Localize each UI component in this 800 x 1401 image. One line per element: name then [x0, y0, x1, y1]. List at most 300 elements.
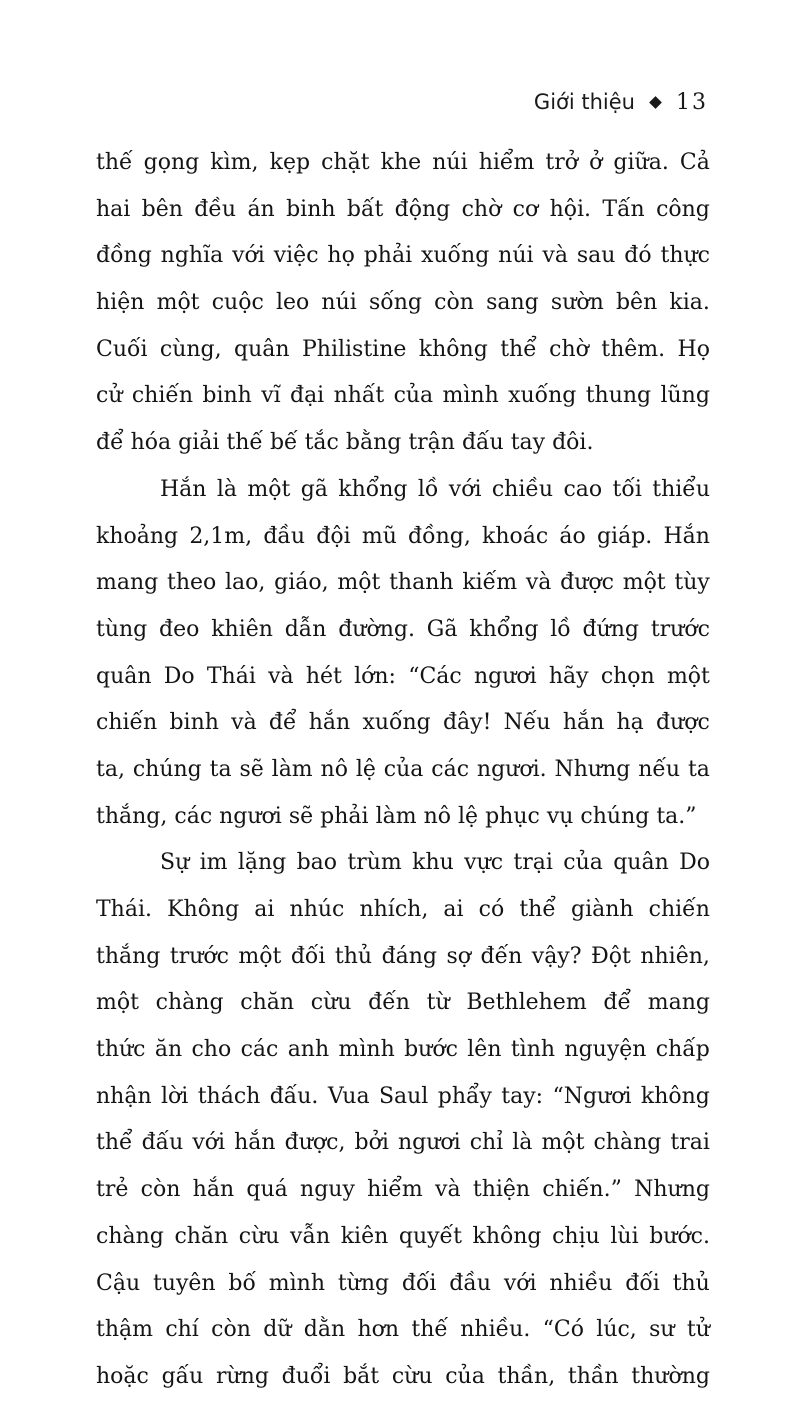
word: ở [589, 150, 603, 175]
word: đấu [461, 430, 511, 456]
word: lũng [660, 383, 710, 409]
word: nhiều. [460, 1317, 531, 1343]
word: nhất [333, 383, 385, 409]
word: thế [226, 430, 270, 456]
word: chịu [552, 1223, 600, 1249]
section-title: Giới thiệu [533, 90, 635, 114]
word: thần, [497, 1363, 556, 1389]
word: quân [613, 850, 669, 876]
word: trở [545, 150, 579, 175]
word: đồng, [408, 523, 471, 549]
text-line [96, 1074, 710, 1121]
word: áo [559, 523, 586, 549]
word: bước. [649, 1223, 710, 1249]
word: là [216, 476, 238, 502]
word: sẽ [288, 803, 321, 829]
word: động [394, 196, 451, 222]
word: các [240, 1037, 279, 1063]
word: đó [624, 243, 652, 269]
word: Họ [677, 336, 710, 362]
word: cao [563, 476, 603, 502]
word: chỉ [469, 1130, 504, 1156]
word: binh [202, 383, 252, 409]
word: Thái. [96, 897, 152, 922]
word: vĩ [261, 383, 281, 409]
word: mang [96, 570, 159, 596]
word: còn [140, 1177, 181, 1203]
word: hắn [562, 710, 605, 736]
word: thế [96, 150, 133, 175]
word: thế [411, 1317, 448, 1343]
word: làm [271, 756, 313, 782]
word: thể [500, 336, 537, 362]
word: cuộc [211, 290, 264, 316]
word: rừng [216, 1363, 269, 1389]
text-line [96, 233, 710, 280]
word: tắc [304, 430, 346, 456]
word: thiểu [652, 476, 710, 502]
text-line [96, 140, 710, 187]
word: với [503, 1270, 537, 1296]
word: dẫn [284, 616, 327, 642]
word: Hắn [160, 476, 207, 502]
text-line [96, 840, 710, 887]
word: nhiên, [640, 943, 710, 969]
word: hơn [357, 1317, 400, 1343]
word: lặng [237, 850, 287, 876]
word: và [525, 570, 552, 596]
word: kẹp [269, 150, 311, 175]
word: Do [163, 663, 195, 689]
word: Do [679, 850, 710, 876]
word: ai [443, 897, 464, 922]
word: thể [96, 1130, 133, 1156]
word: đôi. [552, 430, 594, 456]
word: tử [686, 1317, 710, 1343]
word: đối [625, 1270, 660, 1296]
word: hóa [130, 430, 179, 456]
word: thanh [389, 570, 454, 596]
word: của [393, 383, 434, 409]
word: đội [316, 523, 351, 549]
word: anh [287, 1037, 330, 1063]
word: sợ [446, 943, 472, 969]
word: với [448, 476, 482, 502]
body-text [96, 140, 710, 1401]
word: và [435, 1177, 461, 1203]
word: thần [567, 1363, 619, 1389]
word: chiến [96, 710, 158, 736]
word: xuống [508, 383, 577, 409]
word: nhúc [289, 897, 345, 922]
word: bước [404, 1037, 458, 1063]
word: một [96, 990, 139, 1016]
word: trại [513, 850, 553, 876]
word: của [445, 1363, 485, 1389]
word: khoảng [96, 523, 179, 549]
running-header [534, 84, 708, 120]
word: thêm. [601, 336, 666, 362]
word: cừu [310, 990, 352, 1016]
word: khổng [338, 476, 408, 502]
word: tay [510, 430, 553, 456]
word: chiến [648, 897, 710, 922]
word: lớn: [354, 663, 396, 689]
word: dằn [303, 1317, 346, 1343]
word: chấp [655, 1037, 710, 1063]
word: từ [426, 990, 450, 1016]
word: một [337, 570, 381, 596]
word: Cả [679, 150, 710, 175]
word: cơ [512, 196, 539, 222]
word: bởi [354, 1130, 389, 1156]
text-line [96, 747, 710, 794]
word: một [666, 663, 710, 689]
word: đồng [96, 243, 152, 269]
word: đầu [263, 523, 306, 549]
text-line [96, 1167, 710, 1214]
word: hiểm [478, 150, 535, 175]
word: Hắn [663, 523, 710, 549]
word: thiện [472, 1177, 531, 1203]
word: hạ [616, 710, 644, 736]
word: mình [442, 383, 499, 409]
word: chọn [600, 663, 655, 689]
word: tay: [501, 1083, 544, 1109]
word: từng [337, 1270, 390, 1296]
word: với [232, 243, 265, 269]
word: được [656, 710, 710, 736]
word: Thái [206, 663, 256, 689]
word: vụ [546, 803, 581, 829]
word: thủ [334, 943, 373, 969]
word: đấu. [269, 1083, 319, 1109]
word: hoặc [96, 1363, 149, 1389]
word: kia. [669, 290, 710, 316]
word: đến [368, 990, 410, 1016]
word: chàng [155, 990, 224, 1016]
word: hét [305, 663, 342, 689]
word: khiên [211, 616, 273, 642]
text-line [96, 514, 710, 561]
text-line [96, 1120, 710, 1167]
word: sẽ [239, 756, 264, 782]
word: để [268, 710, 297, 736]
word: sườn [550, 290, 604, 316]
word: công [656, 196, 710, 222]
word: ta, [96, 756, 125, 782]
word: Nhưng [554, 756, 631, 782]
word: đại [289, 383, 325, 409]
text-line [96, 794, 710, 841]
word: chiến [131, 383, 194, 409]
word: khổng [469, 616, 539, 642]
text-line [96, 373, 710, 420]
word: bắt [343, 1363, 380, 1389]
text-line [96, 560, 710, 607]
word: đầu [449, 1270, 492, 1296]
word: quân [234, 336, 290, 362]
word: bố [228, 1270, 256, 1296]
word: đứng [582, 616, 640, 642]
word: còn [434, 290, 474, 316]
word: hội. [549, 196, 592, 222]
word: chặt [321, 150, 370, 175]
text-line [96, 187, 710, 234]
word: mũ [361, 523, 397, 549]
word: chí [165, 1317, 199, 1343]
word: giành [570, 897, 634, 922]
word: lệ [355, 756, 376, 782]
word: Nếu [503, 710, 551, 736]
word: để [96, 430, 131, 456]
word: lệ [458, 803, 486, 829]
word: đấu [141, 1130, 184, 1156]
word: dữ [263, 1317, 292, 1343]
word: “Các [408, 663, 462, 689]
word: không [418, 336, 488, 362]
word: không [472, 1223, 542, 1249]
word: hắn [192, 1177, 235, 1203]
word: Gã [426, 616, 458, 642]
word: bao [296, 850, 338, 876]
word: sau [576, 243, 616, 269]
word: Không [167, 897, 240, 922]
text-line [96, 700, 710, 747]
word: gã [300, 476, 328, 502]
word: nhận [96, 1083, 152, 1109]
word: kìm, [210, 150, 259, 175]
word: lời [161, 1083, 189, 1109]
word: lồ [550, 616, 571, 642]
word: còn [211, 1317, 251, 1343]
word: cho [191, 1037, 232, 1063]
word: sư [649, 1317, 675, 1343]
word: Bethlehem [466, 990, 587, 1016]
word: tối [612, 476, 642, 502]
word: ngươi. [476, 756, 547, 782]
word: lùi [610, 1223, 639, 1249]
text-line [96, 1354, 710, 1401]
word: thách [197, 1083, 261, 1109]
word: và [231, 710, 257, 736]
word: binh [169, 710, 219, 736]
word: một [622, 570, 666, 596]
word: cừu [238, 1223, 280, 1249]
word: thắng [96, 943, 161, 969]
text-line [96, 980, 710, 1027]
page-number: 13 [676, 89, 708, 115]
word: tuyên [152, 1270, 216, 1296]
word: trẻ [96, 1177, 129, 1203]
word: binh [286, 196, 336, 222]
word: tình [510, 1037, 556, 1063]
word: im [199, 850, 228, 876]
word: chúng [580, 803, 657, 829]
word: bất [346, 196, 384, 222]
word: giáo, [274, 570, 329, 596]
word: phục [485, 803, 547, 829]
word: Philistine [301, 336, 407, 362]
word: thể [519, 897, 556, 922]
word: Đột [591, 943, 631, 969]
word: chàng [96, 1223, 164, 1249]
word: ai [254, 897, 275, 922]
word: hiện [96, 290, 145, 316]
word: nếu [638, 756, 681, 782]
word: ta [209, 756, 232, 782]
word: lên [467, 1037, 502, 1063]
word: tùng [96, 616, 148, 642]
word: một [238, 943, 282, 969]
word: một [541, 1130, 585, 1156]
word: hắn [234, 1130, 276, 1156]
word: mang [647, 990, 710, 1016]
text-line [96, 607, 710, 654]
word: với [192, 1130, 226, 1156]
word: làm [375, 803, 424, 829]
word: trùm [347, 850, 402, 876]
word: xuống [362, 710, 431, 736]
word: phải [320, 803, 376, 829]
text-line [96, 467, 710, 514]
word: ta [687, 756, 710, 782]
word: kiếm [462, 570, 518, 596]
word: quyết [398, 1223, 462, 1249]
text-line [96, 327, 710, 374]
word: Sự [160, 850, 190, 876]
text-line [96, 280, 710, 327]
word: mình [268, 1270, 325, 1296]
word: khe [380, 150, 422, 175]
word: bằng [345, 430, 409, 456]
word: được [560, 570, 614, 596]
word: một [156, 290, 200, 316]
word: chúng [132, 756, 202, 782]
word: cùng, [159, 336, 222, 362]
word: nô [423, 803, 458, 829]
word: Tấn [602, 196, 645, 222]
word: trước [169, 943, 229, 969]
word: đây! [442, 710, 492, 736]
word: họ [327, 243, 355, 269]
text-line [96, 1214, 710, 1261]
word: gọng [143, 150, 200, 175]
word: thức [96, 1037, 146, 1063]
word: tùy [674, 570, 710, 596]
word: vậy? [531, 943, 582, 969]
word: gấu [161, 1363, 204, 1389]
word: hiểm [367, 1177, 423, 1203]
text-line [96, 1027, 710, 1074]
word: ta.” [656, 803, 697, 829]
word: của [383, 756, 424, 782]
word: đối [290, 943, 326, 969]
word: thủ [672, 1270, 710, 1296]
text-line [96, 654, 710, 701]
word: đều [194, 196, 237, 222]
word: nhiều [549, 1270, 613, 1296]
word: chăn [240, 990, 295, 1016]
word: phải [363, 243, 413, 269]
word: Cuối [96, 336, 148, 362]
word: các [174, 803, 220, 829]
word: Saul [378, 1083, 429, 1109]
word: ngươi [397, 1130, 461, 1156]
word: của [563, 850, 603, 876]
word: bế [269, 430, 305, 456]
word: khoác [482, 523, 549, 549]
word: leo [275, 290, 310, 316]
text-line [96, 1307, 710, 1354]
word: việc [273, 243, 319, 269]
word: giữa. [613, 150, 669, 175]
word: lồ [417, 476, 439, 502]
word: bên [615, 290, 658, 316]
word: được, [284, 1130, 346, 1156]
word: giải [178, 430, 227, 456]
word: không [640, 1083, 710, 1109]
diamond-separator-icon [649, 96, 662, 109]
word: lao, [225, 570, 266, 596]
word: đáng [381, 943, 438, 969]
word: mình [338, 1037, 395, 1063]
word: khu [412, 850, 454, 876]
word: xuống [420, 243, 490, 269]
word: quá [246, 1177, 288, 1203]
text-line [96, 420, 710, 467]
word: và [268, 663, 294, 689]
text-line [96, 934, 710, 981]
word: Cậu [96, 1270, 141, 1296]
word: chiều [491, 476, 554, 502]
word: nhích, [359, 897, 429, 922]
word: chàng [593, 1130, 662, 1156]
word: có [478, 897, 505, 922]
word: nguy [300, 1177, 355, 1203]
word: kiên [340, 1223, 389, 1249]
word: Nhưng [634, 1177, 710, 1203]
word: thực [660, 243, 710, 269]
word: 2,1m, [189, 523, 253, 549]
word: đối [401, 1270, 437, 1296]
word: ăn [154, 1037, 183, 1063]
word: một [247, 476, 291, 502]
word: “Ngươi [552, 1083, 632, 1109]
word: đường. [338, 616, 415, 642]
word: vực [464, 850, 504, 876]
word: chờ [549, 336, 589, 362]
text-line [96, 1261, 710, 1308]
text-line [96, 887, 710, 934]
word: ngươi [473, 663, 537, 689]
word: án [247, 196, 275, 222]
word: sang [486, 290, 539, 316]
word: phẩy [437, 1083, 492, 1109]
word: thậm [96, 1317, 153, 1343]
word: hãy [548, 663, 589, 689]
word: và [542, 243, 568, 269]
word: nghĩa [160, 243, 224, 269]
word: trận [408, 430, 462, 456]
word: là [512, 1130, 533, 1156]
word: cừu [391, 1363, 433, 1389]
word: lúc, [596, 1317, 637, 1343]
word: trai [670, 1130, 710, 1156]
word: trước [650, 616, 710, 642]
word: sống [368, 290, 422, 316]
word: giáp. [596, 523, 653, 549]
